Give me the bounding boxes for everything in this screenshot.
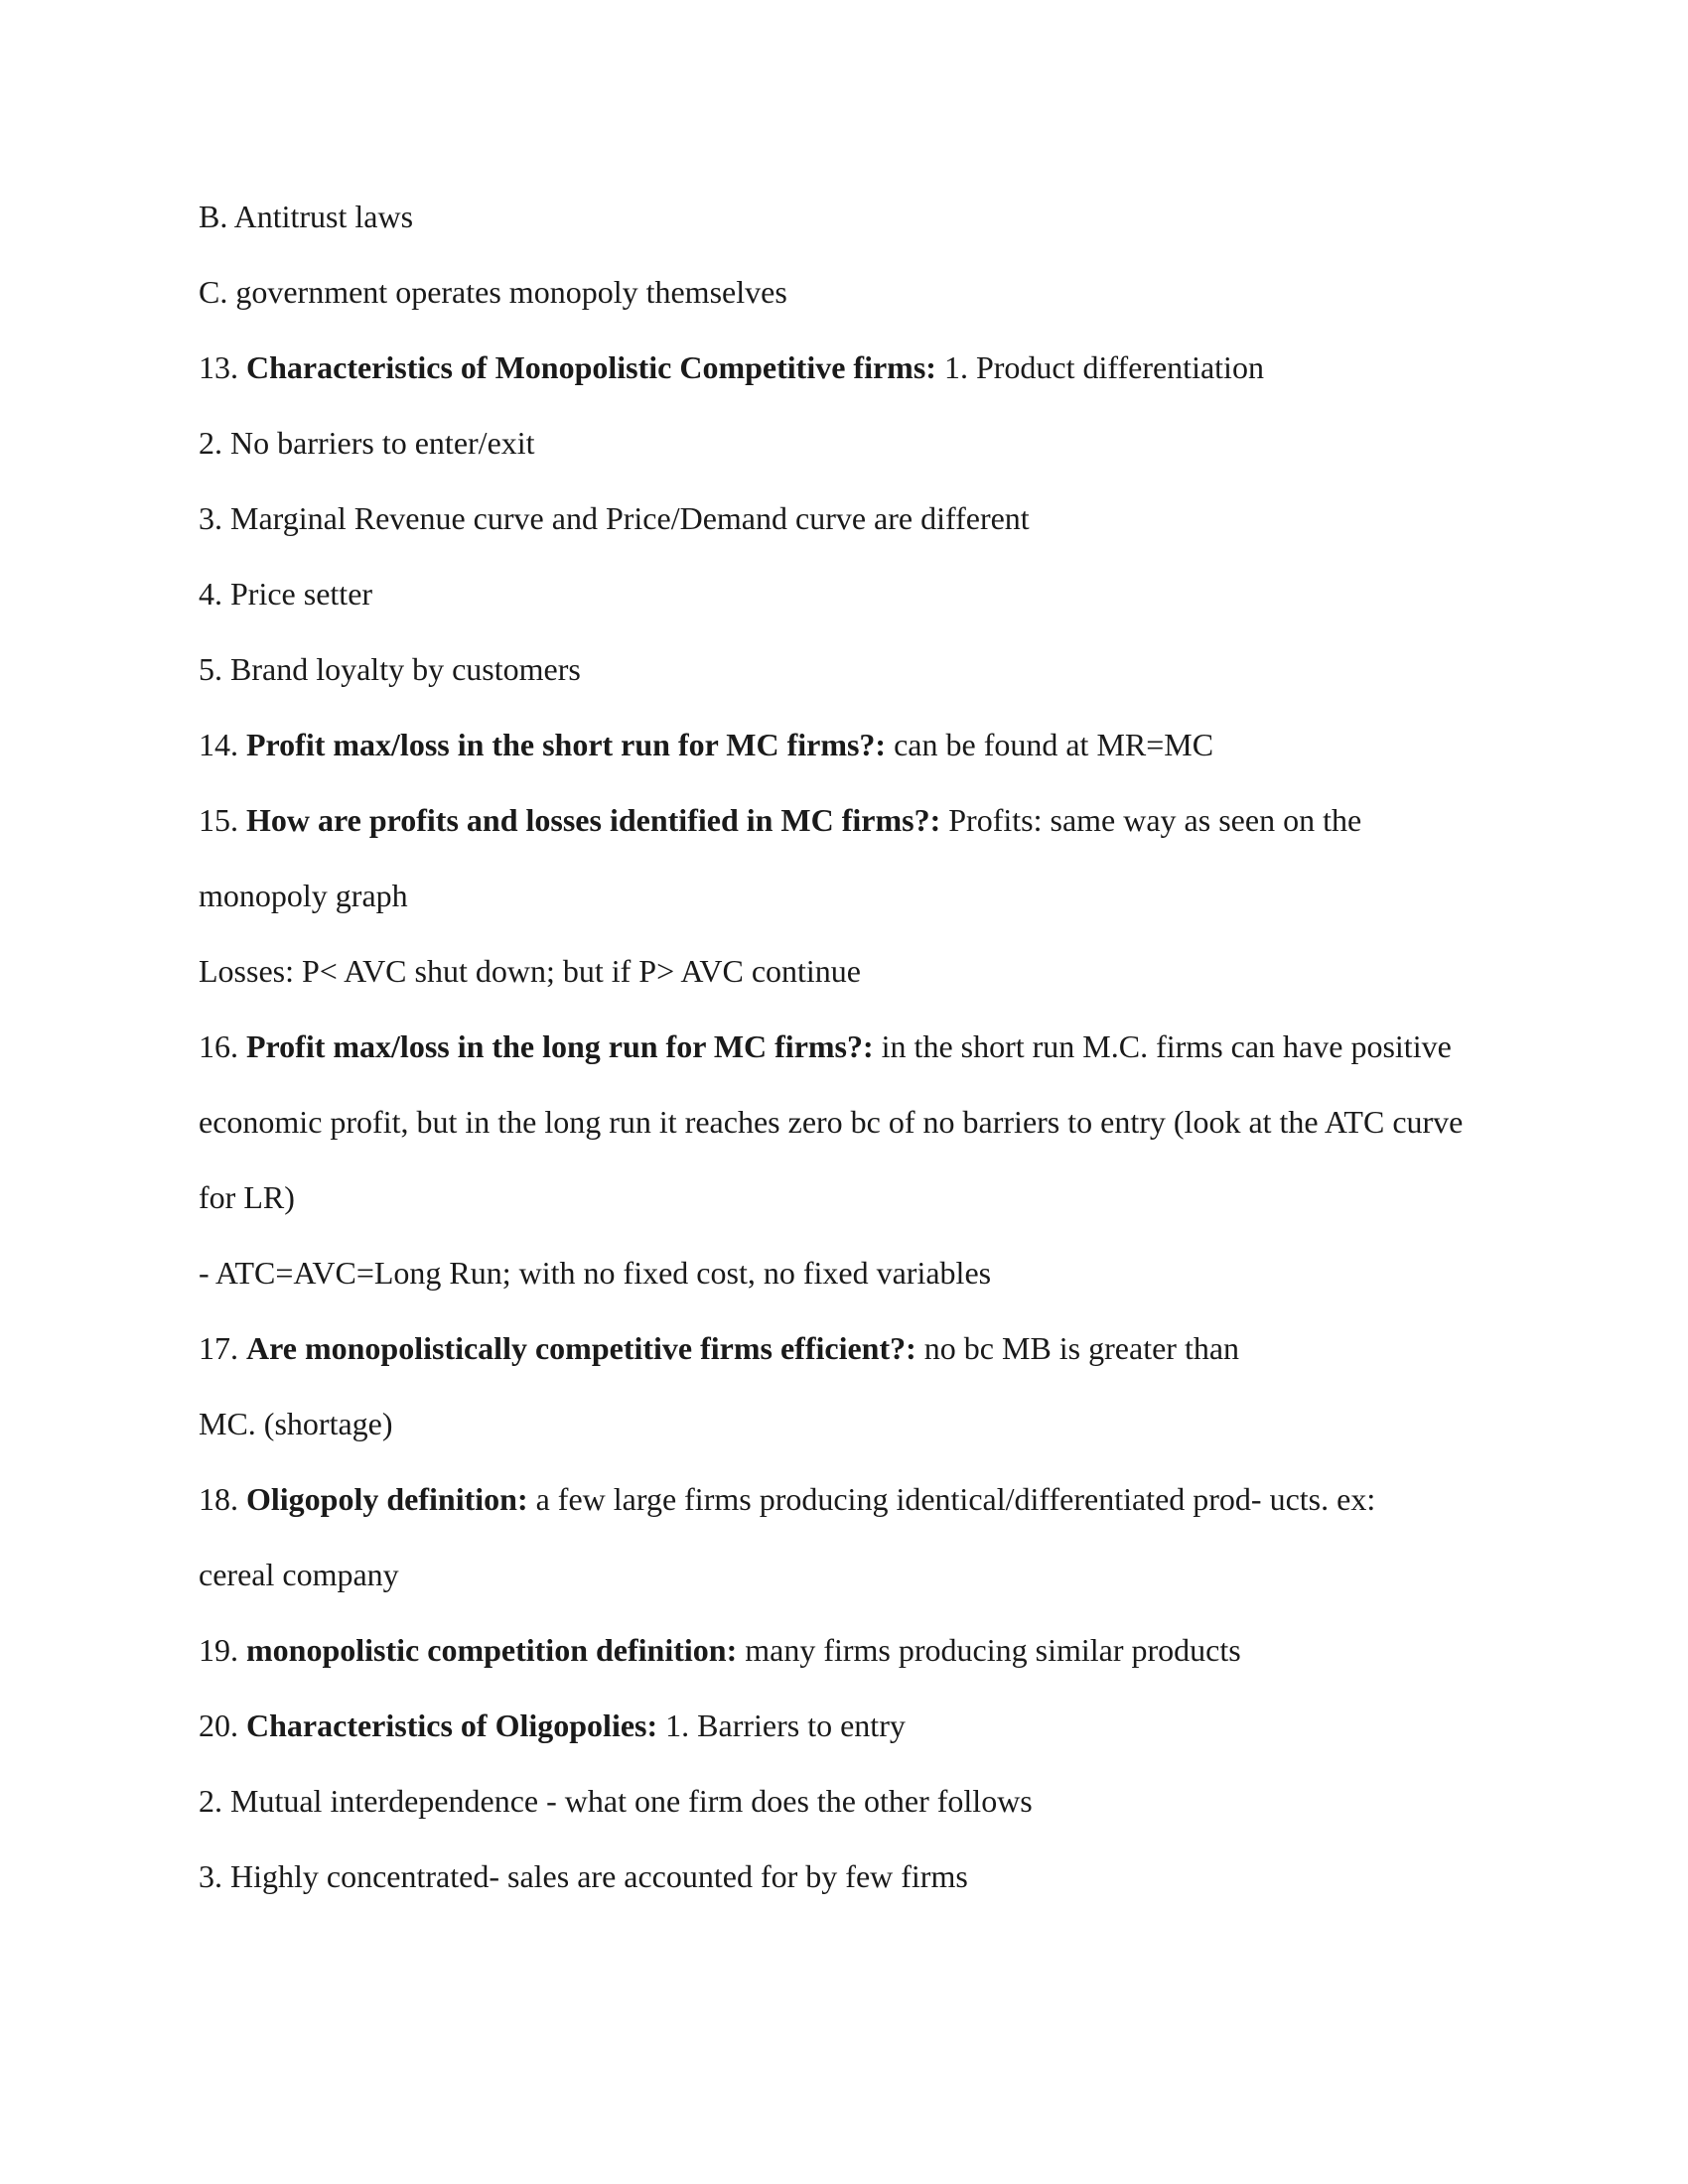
line-text: - ATC=AVC=Long Run; with no fixed cost, no fixed variables: [199, 1255, 992, 1291]
question-19: [199, 1630, 1509, 1670]
line-text: monopoly graph: [199, 878, 408, 913]
text-line: [199, 951, 1509, 991]
item-answer: can be found at MR=MC: [894, 727, 1214, 762]
item-number: 14.: [199, 727, 238, 762]
item-answer: in the short run M.C. firms can have positive: [881, 1028, 1452, 1064]
line-text: economic profit, but in the long run it reaches zero bc of no barriers to entry (look at the ATC curve: [199, 1104, 1464, 1140]
question-15: [199, 800, 1509, 840]
item-answer: 1. Product differentiation: [943, 349, 1264, 385]
item-answer: many firms producing similar products: [745, 1632, 1241, 1668]
text-line: [199, 1555, 1509, 1594]
line-text: Losses: P< AVC shut down; but if P> AVC continue: [199, 953, 861, 989]
text-line: [199, 498, 1509, 538]
item-number: 18.: [199, 1481, 238, 1517]
item-answer: a few large firms producing identical/differentiated prod- ucts. ex:: [535, 1481, 1376, 1517]
item-number: 15.: [199, 802, 238, 838]
item-answer: no bc MB is greater than: [923, 1330, 1240, 1366]
question-16: [199, 1026, 1509, 1066]
item-term: Characteristics of Oligopolies:: [246, 1707, 658, 1743]
item-term: monopolistic competition definition:: [246, 1632, 738, 1668]
item-answer: Profits: same way as seen on the: [948, 802, 1362, 838]
line-text: 3. Highly concentrated- sales are accounted for by few firms: [199, 1858, 968, 1894]
text-line: [199, 197, 1509, 236]
line-text: for LR): [199, 1179, 295, 1215]
item-term: Profit max/loss in the long run for MC firms?:: [246, 1028, 874, 1064]
text-line: [199, 649, 1509, 689]
text-line: [199, 1781, 1509, 1821]
question-18: [199, 1479, 1509, 1519]
item-number: 20.: [199, 1707, 238, 1743]
item-term: Profit max/loss in the short run for MC firms?:: [246, 727, 887, 762]
question-20: [199, 1706, 1509, 1745]
text-line: [199, 272, 1509, 312]
line-text: 2. No barriers to enter/exit: [199, 425, 535, 461]
text-line: [199, 574, 1509, 614]
item-number: 13.: [199, 349, 238, 385]
line-text: C. government operates monopoly themselves: [199, 274, 787, 310]
text-line: [199, 1177, 1509, 1217]
line-text: 3. Marginal Revenue curve and Price/Demand curve are different: [199, 500, 1030, 536]
question-13: [199, 347, 1509, 387]
item-term: Oligopoly definition:: [246, 1481, 528, 1517]
text-line: [199, 1253, 1509, 1293]
item-answer: 1. Barriers to entry: [665, 1707, 906, 1743]
item-term: How are profits and losses identified in MC firms?:: [246, 802, 941, 838]
item-number: 19.: [199, 1632, 238, 1668]
line-text: 2. Mutual interdependence - what one firm does the other follows: [199, 1783, 1033, 1819]
item-term: Characteristics of Monopolistic Competitive firms:: [246, 349, 936, 385]
text-line: [199, 423, 1509, 463]
line-text: MC. (shortage): [199, 1406, 393, 1441]
text-line: [199, 1404, 1509, 1443]
text-line: [199, 1856, 1509, 1896]
item-number: 16.: [199, 1028, 238, 1064]
line-text: cereal company: [199, 1557, 399, 1592]
item-number: 17.: [199, 1330, 238, 1366]
line-text: B. Antitrust laws: [199, 199, 414, 234]
line-text: 4. Price setter: [199, 576, 373, 612]
text-line: [199, 1102, 1509, 1142]
question-17: [199, 1328, 1509, 1368]
question-14: [199, 725, 1509, 764]
item-term: Are monopolistically competitive firms efficient?:: [246, 1330, 916, 1366]
text-line: [199, 876, 1509, 915]
line-text: 5. Brand loyalty by customers: [199, 651, 581, 687]
